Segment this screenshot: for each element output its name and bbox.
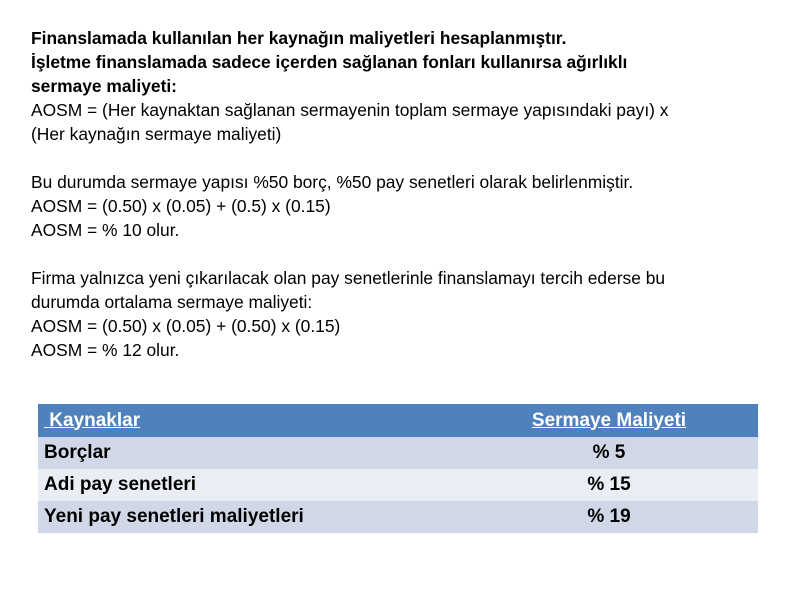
case2-intro-line-2: durumda ortalama sermaye maliyeti: xyxy=(31,292,313,312)
heading-line-2: İşletme finanslamada sadece içerden sağlanan fonları kullanırsa ağırlıklı xyxy=(31,52,628,72)
case2-calculation: AOSM = (0.50) x (0.05) + (0.50) x (0.15) xyxy=(31,316,341,336)
document-body xyxy=(31,26,771,362)
header-sources: Kaynaklar xyxy=(44,409,141,431)
heading-line-1: Finanslamada kullanılan her kaynağın maliyetleri hesaplanmıştır. xyxy=(31,28,567,48)
capital-cost-table xyxy=(38,404,758,533)
table-row xyxy=(38,469,758,501)
row-source: Borçlar xyxy=(44,442,111,463)
row-cost: % 5 xyxy=(592,442,626,463)
row-cost: % 15 xyxy=(587,474,631,495)
case2-result: AOSM = % 12 olur. xyxy=(31,340,180,360)
formula-line-2: (Her kaynağın sermaye maliyeti) xyxy=(31,124,282,144)
table-row xyxy=(38,437,758,469)
case1-calculation: AOSM = (0.50) x (0.05) + (0.5) x (0.15) xyxy=(31,196,331,216)
row-source: Adi pay senetleri xyxy=(44,474,197,495)
case2-intro-line-1: Firma yalnızca yeni çıkarılacak olan pay senetlerinle finanslamayı tercih ederse bu xyxy=(31,268,666,288)
case1-result: AOSM = % 10 olur. xyxy=(31,220,180,240)
table-header-row xyxy=(38,404,758,437)
spacer xyxy=(31,242,771,266)
row-source: Yeni pay senetleri maliyetleri xyxy=(44,506,304,527)
table-row xyxy=(38,501,758,533)
header-capital-cost: Sermaye Maliyeti xyxy=(531,409,687,431)
formula-line-1: AOSM = (Her kaynaktan sağlanan sermayenin toplam sermaye yapısındaki payı) x xyxy=(31,100,669,120)
row-cost: % 19 xyxy=(587,506,631,527)
case1-intro: Bu durumda sermaye yapısı %50 borç, %50 pay senetleri olarak belirlenmiştir. xyxy=(31,172,634,192)
spacer xyxy=(31,146,771,170)
heading-line-3: sermaye maliyeti: xyxy=(31,76,177,96)
